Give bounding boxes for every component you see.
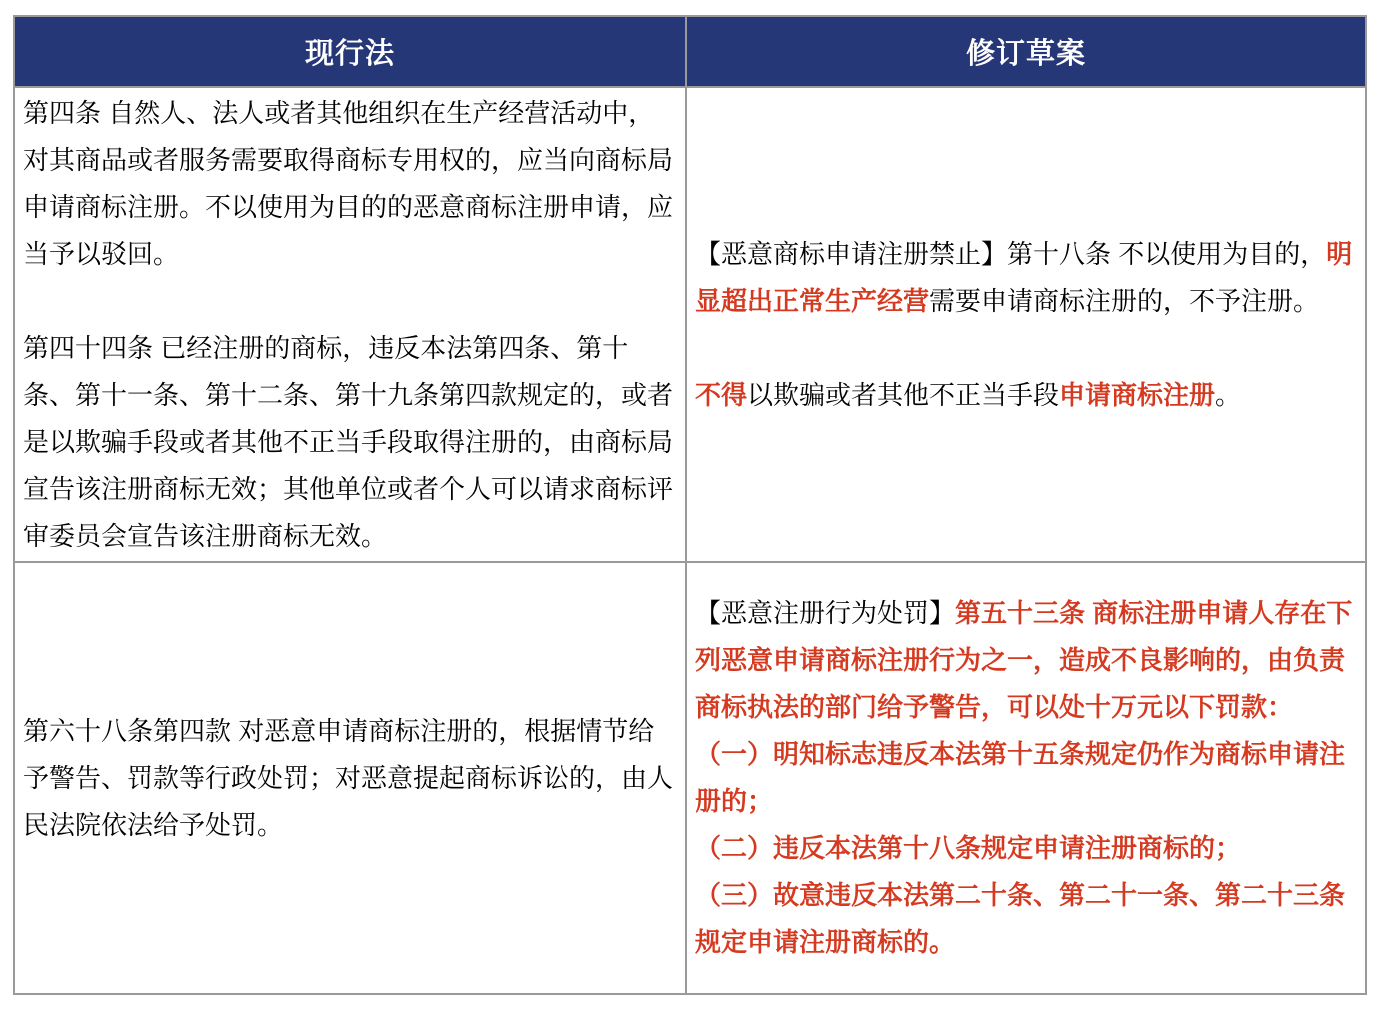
table-row [15, 88, 1365, 563]
text-segment: 以欺骗或者其他不正当手段 [747, 379, 1060, 410]
text-segment: 【恶意商标申请注册禁止】第十八条 不以使用为目的， [695, 238, 1327, 269]
paragraph [23, 708, 677, 849]
revised-text-segment: 不得 [695, 379, 748, 410]
paragraph [23, 325, 677, 560]
table-header-row [15, 17, 1365, 88]
paragraph [695, 590, 1357, 731]
revised-text-segment: 明显超出正常生产经营 [695, 238, 1353, 316]
paragraph [695, 825, 1357, 872]
cell-draft-article-18 [687, 88, 1365, 561]
paragraph [695, 731, 1357, 825]
revised-text-segment: （三）故意违反本法第二十条、第二十一条、第二十三条规定申请注册商标的。 [695, 880, 1346, 957]
cell-current-law-article-68 [15, 563, 687, 993]
paragraph [695, 372, 1357, 419]
text-segment: 第四条 自然人、法人或者其他组织在生产经营活动中，对其商品或者服务需要取得商标专用权的，应当向商标局申请商标注册。不以使用为目的的恶意商标注册申请，应当予以驳回。 [23, 97, 674, 269]
law-comparison-table [13, 15, 1367, 995]
revised-text-segment: 申请商标注册 [1059, 379, 1216, 410]
cell-current-law-articles-4-44 [15, 88, 687, 561]
revised-text-segment: （一）明知标志违反本法第十五条规定仍作为商标申请注册的； [695, 739, 1346, 816]
paragraph [23, 90, 677, 278]
column-header-revision-draft: 修订草案 [687, 17, 1365, 86]
text-segment: 第六十八条第四款 对恶意申请商标注册的，根据情节给予警告、罚款等行政处罚；对恶意提起商标诉讼的，由人民法院依法给予处罚。 [23, 715, 674, 840]
paragraph [695, 872, 1357, 966]
text-segment: 需要申请商标注册的，不予注册。 [929, 285, 1320, 316]
revised-text-segment: （二）违反本法第十八条规定申请注册商标的； [695, 833, 1242, 863]
table-row [15, 563, 1365, 993]
revised-text-segment: 第五十三条 商标注册申请人存在下列恶意申请商标注册行为之一，造成不良影响的，由负责商标执法的部门给予警告，可以处十万元以下罚款： [695, 598, 1353, 722]
text-segment: 第四十四条 已经注册的商标，违反本法第四条、第十条、第十一条、第十二条、第十九条第四款规定的，或者是以欺骗手段或者其他不正当手段取得注册的，由商标局宣告该注册商标无效；其他单位或者个人可以请求商标评审委员会宣告该注册商标无效。 [23, 332, 674, 551]
text-segment: 。 [1215, 379, 1242, 410]
paragraph [695, 231, 1357, 325]
cell-draft-article-53 [687, 563, 1365, 993]
column-header-current-law: 现行法 [15, 17, 687, 86]
text-segment: 【恶意注册行为处罚】 [695, 598, 956, 628]
